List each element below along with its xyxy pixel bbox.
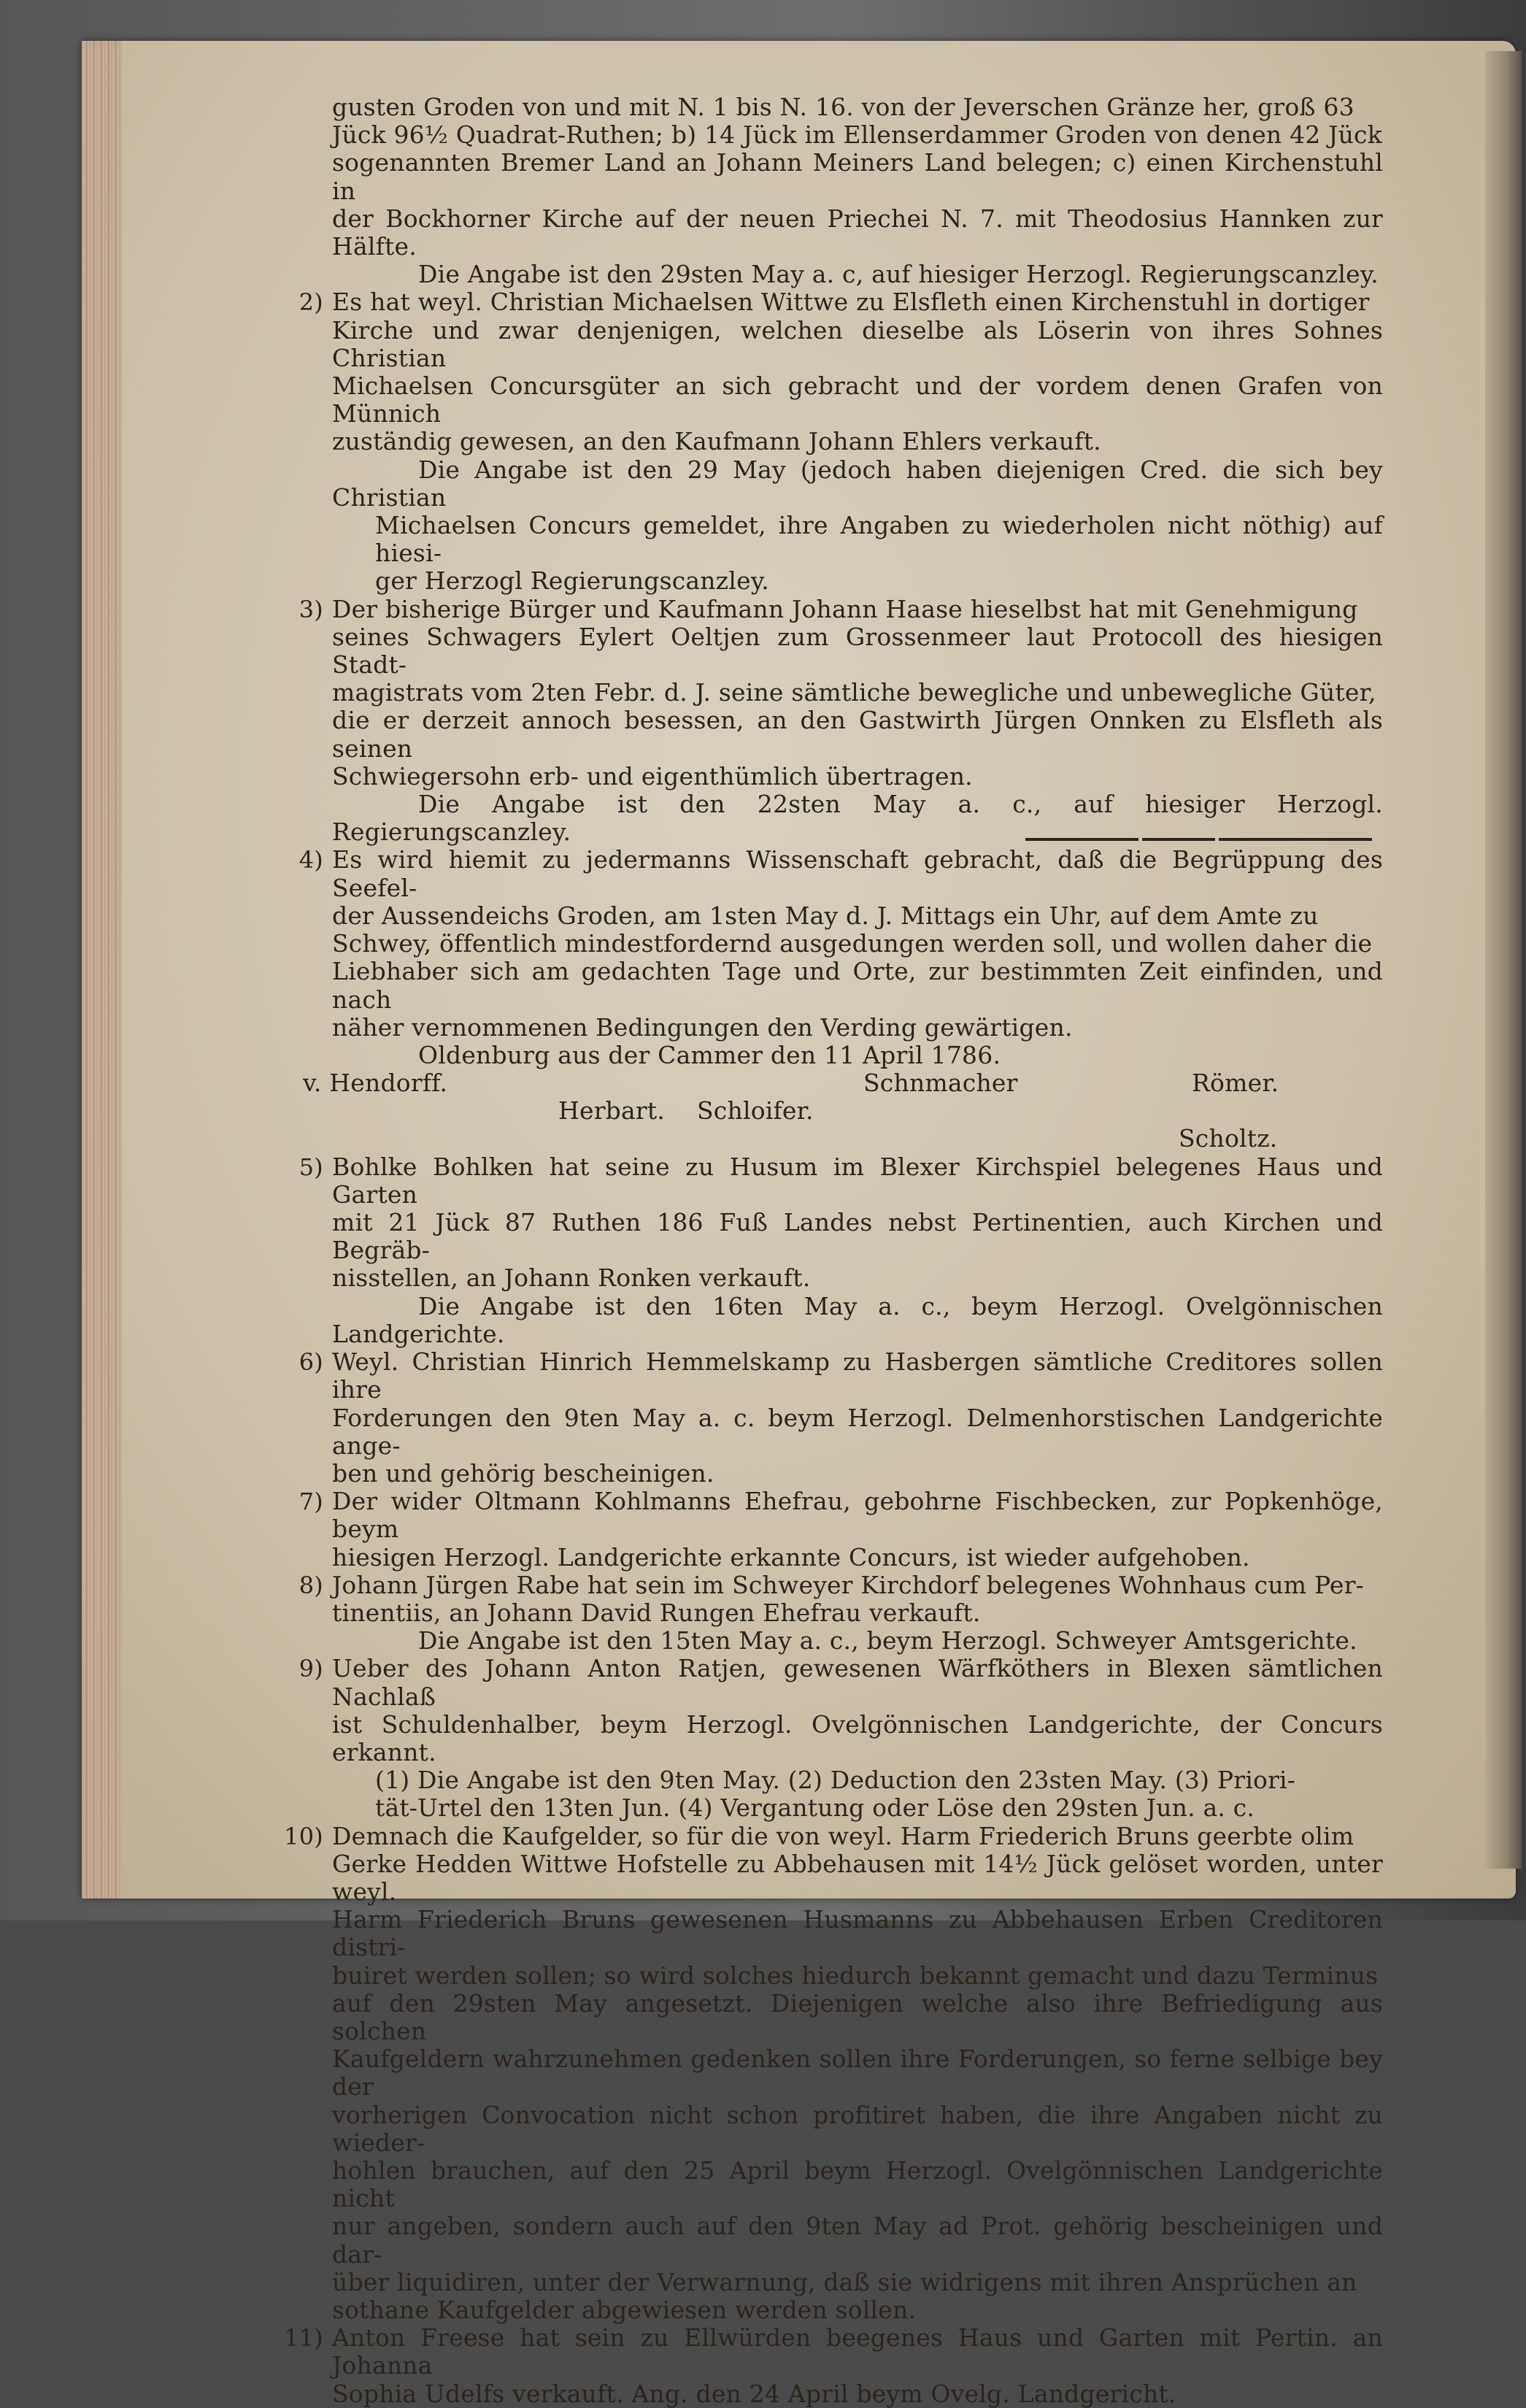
text-line: Der wider Oltmann Kohlmanns Ehefrau, gebohrne Fischbecken, zur Popkenhöge, beym [332, 1487, 1383, 1544]
dateline: Oldenburg aus der Cammer den 11 April 1786. [418, 1040, 1001, 1069]
text-line: Weyl. Christian Hinrich Hemmelskamp zu Hasbergen sämtliche Creditores sollen ihre [332, 1347, 1383, 1404]
page-edge-right [1485, 51, 1522, 1869]
angabe-line: ger Herzogl Regierungscanzley. [375, 566, 769, 596]
text-line: Anton Freese hat sein zu Ellwürden beegenes Haus und Garten mit Pertin. an Johanna [332, 2323, 1383, 2380]
text-line: sothane Kaufgelder abgewiesen werden sollen. [332, 2296, 917, 2324]
angabe-line: Die Angabe ist den 15ten May a. c., beym Herzogl. Schweyer Amtsgerichte. [418, 1626, 1357, 1655]
text-line: Es hat weyl. Christian Michaelsen Wittwe zu Elsfleth einen Kirchenstuhl in dortiger [332, 288, 1370, 317]
text-line: Ueber des Johann Anton Ratjen, gewesenen Wärfköthers in Blexen sämtlichen Nachlaß [332, 1654, 1383, 1711]
text-line: die er derzeit annoch besessen, an den Gastwirth Jürgen Onnken zu Elsfleth als seinen [332, 706, 1383, 763]
text-line: auf den 29sten May angesetzt. Diejenigen welche also ihre Befriedigung aus solchen [332, 1988, 1383, 2045]
text-line: Johann Jürgen Rabe hat sein im Schweyer Kirchdorf belegenes Wohnhaus cum Per- [332, 1570, 1364, 1599]
angabe-line: Michaelsen Concurs gemeldet, ihre Angaben zu wiederholen nicht nöthig) auf hiesi- [375, 511, 1383, 568]
text-line: Schwey, öffentlich mindestfordernd ausgedungen werden soll, und wollen daher die [332, 929, 1373, 958]
signature: v. Hendorff. [303, 1069, 448, 1098]
text-line: Bohlke Bohlken hat seine zu Husum im Blexer Kirchspiel belegenes Haus und Garten [332, 1152, 1383, 1209]
notice-3 [298, 594, 1383, 847]
text-line: ist Schuldenhalber, beym Herzogl. Ovelgönnischen Landgerichte, der Concurs erkannt. [332, 1709, 1383, 1766]
notice-number: 2) [298, 288, 323, 317]
signature: Schnmacher [863, 1069, 1018, 1098]
text-line: hohlen brauchen, auf den 25 April beym Herzogl. Ovelgönnischen Landgerichte nicht [332, 2155, 1383, 2213]
text-line: mit 21 Jück 87 Ruthen 186 Fuß Landes nebst Pertinentien, auch Kirchen und Begräb- [332, 1208, 1383, 1265]
text-line: Forderungen den 9ten May a. c. beym Herzogl. Delmenhorstischen Landgerichte ange- [332, 1403, 1383, 1460]
notice-7 [298, 1487, 1383, 1572]
page-edge-left [82, 41, 122, 1899]
notice-number: 11) [284, 2324, 323, 2353]
signature-rule [1142, 838, 1215, 841]
text-line: Kirche und zwar denjenigen, welchen dieselbe als Löserin von ihres Sohnes Christian [332, 315, 1383, 372]
text-line: Der bisherige Bürger und Kaufmann Johann Haase hieselbst hat mit Genehmigung [332, 594, 1358, 623]
document-text [284, 93, 1383, 2408]
text-line: der Bockhorner Kirche auf der neuen Priechei N. 7. mit Theodosius Hannken zur Hälfte. [332, 204, 1383, 261]
text-line: magistrats vom 2ten Febr. d. J. seine sämtliche bewegliche und unbewegliche Güter, [332, 678, 1376, 707]
text-line: vorherigen Convocation nicht schon profitiret haben, die ihre Angaben nicht zu wieder- [332, 2100, 1383, 2157]
signature: Schloifer. [697, 1096, 814, 1126]
angabe-line: Die Angabe ist den 16ten May a. c., beym Herzogl. Ovelgönnischen Landgerichte. [332, 1291, 1383, 1348]
signature-rule [1025, 838, 1138, 841]
notice-number: 4) [298, 846, 323, 874]
angabe-line: Die Angabe ist den 29 May (jedoch haben diejenigen Cred. die sich bey Christian [332, 455, 1383, 512]
notice-6 [298, 1347, 1383, 1488]
text-line: nur angeben, sondern auch auf den 9ten May ad Prot. gehörig bescheinigen und dar- [332, 2212, 1383, 2269]
text-line: Demnach die Kaufgelder, so für die von weyl. Harm Friederich Bruns geerbte olim [332, 1821, 1354, 1850]
text-line: Liebhaber sich am gedachten Tage und Orte, zur bestimmten Zeit einfinden, und nach [332, 957, 1383, 1014]
notice-number: 8) [298, 1571, 323, 1599]
notice-number: 6) [298, 1348, 323, 1377]
notice-4 [298, 845, 1383, 1069]
text-line: sogenannten Bremer Land an Johann Meiners Land belegen; c) einen Kirchenstuhl in [332, 148, 1383, 205]
notice-8 [298, 1570, 1383, 1655]
text-line: der Aussendeichs Groden, am 1sten May d. J. Mittags ein Uhr, auf dem Amte zu [332, 901, 1319, 930]
signature: Römer. [1192, 1069, 1279, 1098]
angabe-line: Die Angabe ist den 29sten May a. c, auf hiesiger Herzogl. Regierungscanzley. [418, 260, 1379, 289]
text-line: seines Schwagers Eylert Oeltjen zum Grossenmeer laut Protocoll des hiesigen Stadt- [332, 622, 1383, 680]
text-line: Schwiegersohn erb- und eigenthümlich übertragen. [332, 761, 973, 791]
text-line: buiret werden sollen; so wird solches hiedurch bekannt gemacht und dazu Terminus [332, 1961, 1379, 1990]
signature: Herbart. [558, 1096, 666, 1126]
text-line: nisstellen, an Johann Ronken verkauft. [332, 1263, 811, 1293]
notice-2 [298, 288, 1383, 596]
text-line: Kaufgeldern wahrzunehmen gedenken sollen ihre Forderungen, so ferne selbige bey der [332, 2045, 1383, 2101]
text-line: Jück 96½ Quadrat-Ruthen; b) 14 Jück im Ellenserdammer Groden von denen 42 Jück [332, 120, 1382, 150]
notice-5 [298, 1152, 1383, 1348]
signature: Scholtz. [1179, 1124, 1278, 1153]
notice-number: 7) [298, 1488, 323, 1516]
text-line: Michaelsen Concursgüter an sich gebracht und der vordem denen Grafen von Münnich [332, 372, 1383, 428]
notice-1-continuation [332, 93, 1383, 288]
text-line: gusten Groden von und mit N. 1 bis N. 16. von der Jeverschen Gränze her, groß 63 [332, 93, 1354, 121]
text-line: über liquidiren, unter der Verwarnung, daß sie widrigens mit ihren Ansprüchen an [332, 2267, 1357, 2296]
signature-rule [1219, 838, 1372, 841]
notice-number: 9) [298, 1655, 323, 1683]
text-line: Sophia Udelfs verkauft. Ang. den 24 April beym Ovelg. Landgericht. [332, 2379, 1176, 2408]
notice-number: 10) [284, 1822, 323, 1850]
signature-row-2 [332, 1097, 1383, 1125]
text-line: Es wird hiemit zu jedermanns Wissenschaft gebracht, daß die Begrüppung des Seefel- [332, 845, 1383, 902]
notice-number: 3) [298, 595, 323, 623]
text-line: näher vernommenen Bedingungen den Verding gewärtigen. [332, 1012, 1073, 1042]
text-line: tinentiis, an Johann David Rungen Ehefrau verkauft. [332, 1598, 981, 1627]
angabe-line: tät-Urtel den 13ten Jun. (4) Vergantung oder Löse den 29sten Jun. a. c. [375, 1793, 1255, 1823]
text-line: zuständig gewesen, an den Kaufmann Johann Ehlers verkauft. [332, 427, 1101, 456]
text-line: hiesigen Herzogl. Landgerichte erkannte Concurs, ist wieder aufgehoben. [332, 1542, 1250, 1572]
angabe-line: (1) Die Angabe ist den 9ten May. (2) Deduction den 23sten May. (3) Priori- [375, 1766, 1296, 1795]
notice-10 [284, 1821, 1383, 2325]
text-line: Harm Friederich Bruns gewesenen Husmanns zu Abbehausen Erben Creditoren distri- [332, 1905, 1383, 1962]
text-line: Gerke Hedden Wittwe Hofstelle zu Abbehausen mit 14½ Jück gelöset worden, unter weyl. [332, 1849, 1383, 1906]
angabe-line: Die Angabe ist den 22sten May a. c., auf hiesiger Herzogl. Regierungscanzley. [332, 790, 1383, 847]
text-line: ben und gehörig bescheinigen. [332, 1458, 714, 1488]
notice-11 [284, 2323, 1383, 2408]
signature-row-1 [303, 1069, 1383, 1098]
signature-row-3 [332, 1125, 1383, 1153]
notice-number: 5) [298, 1153, 323, 1181]
notice-9 [298, 1654, 1383, 1823]
